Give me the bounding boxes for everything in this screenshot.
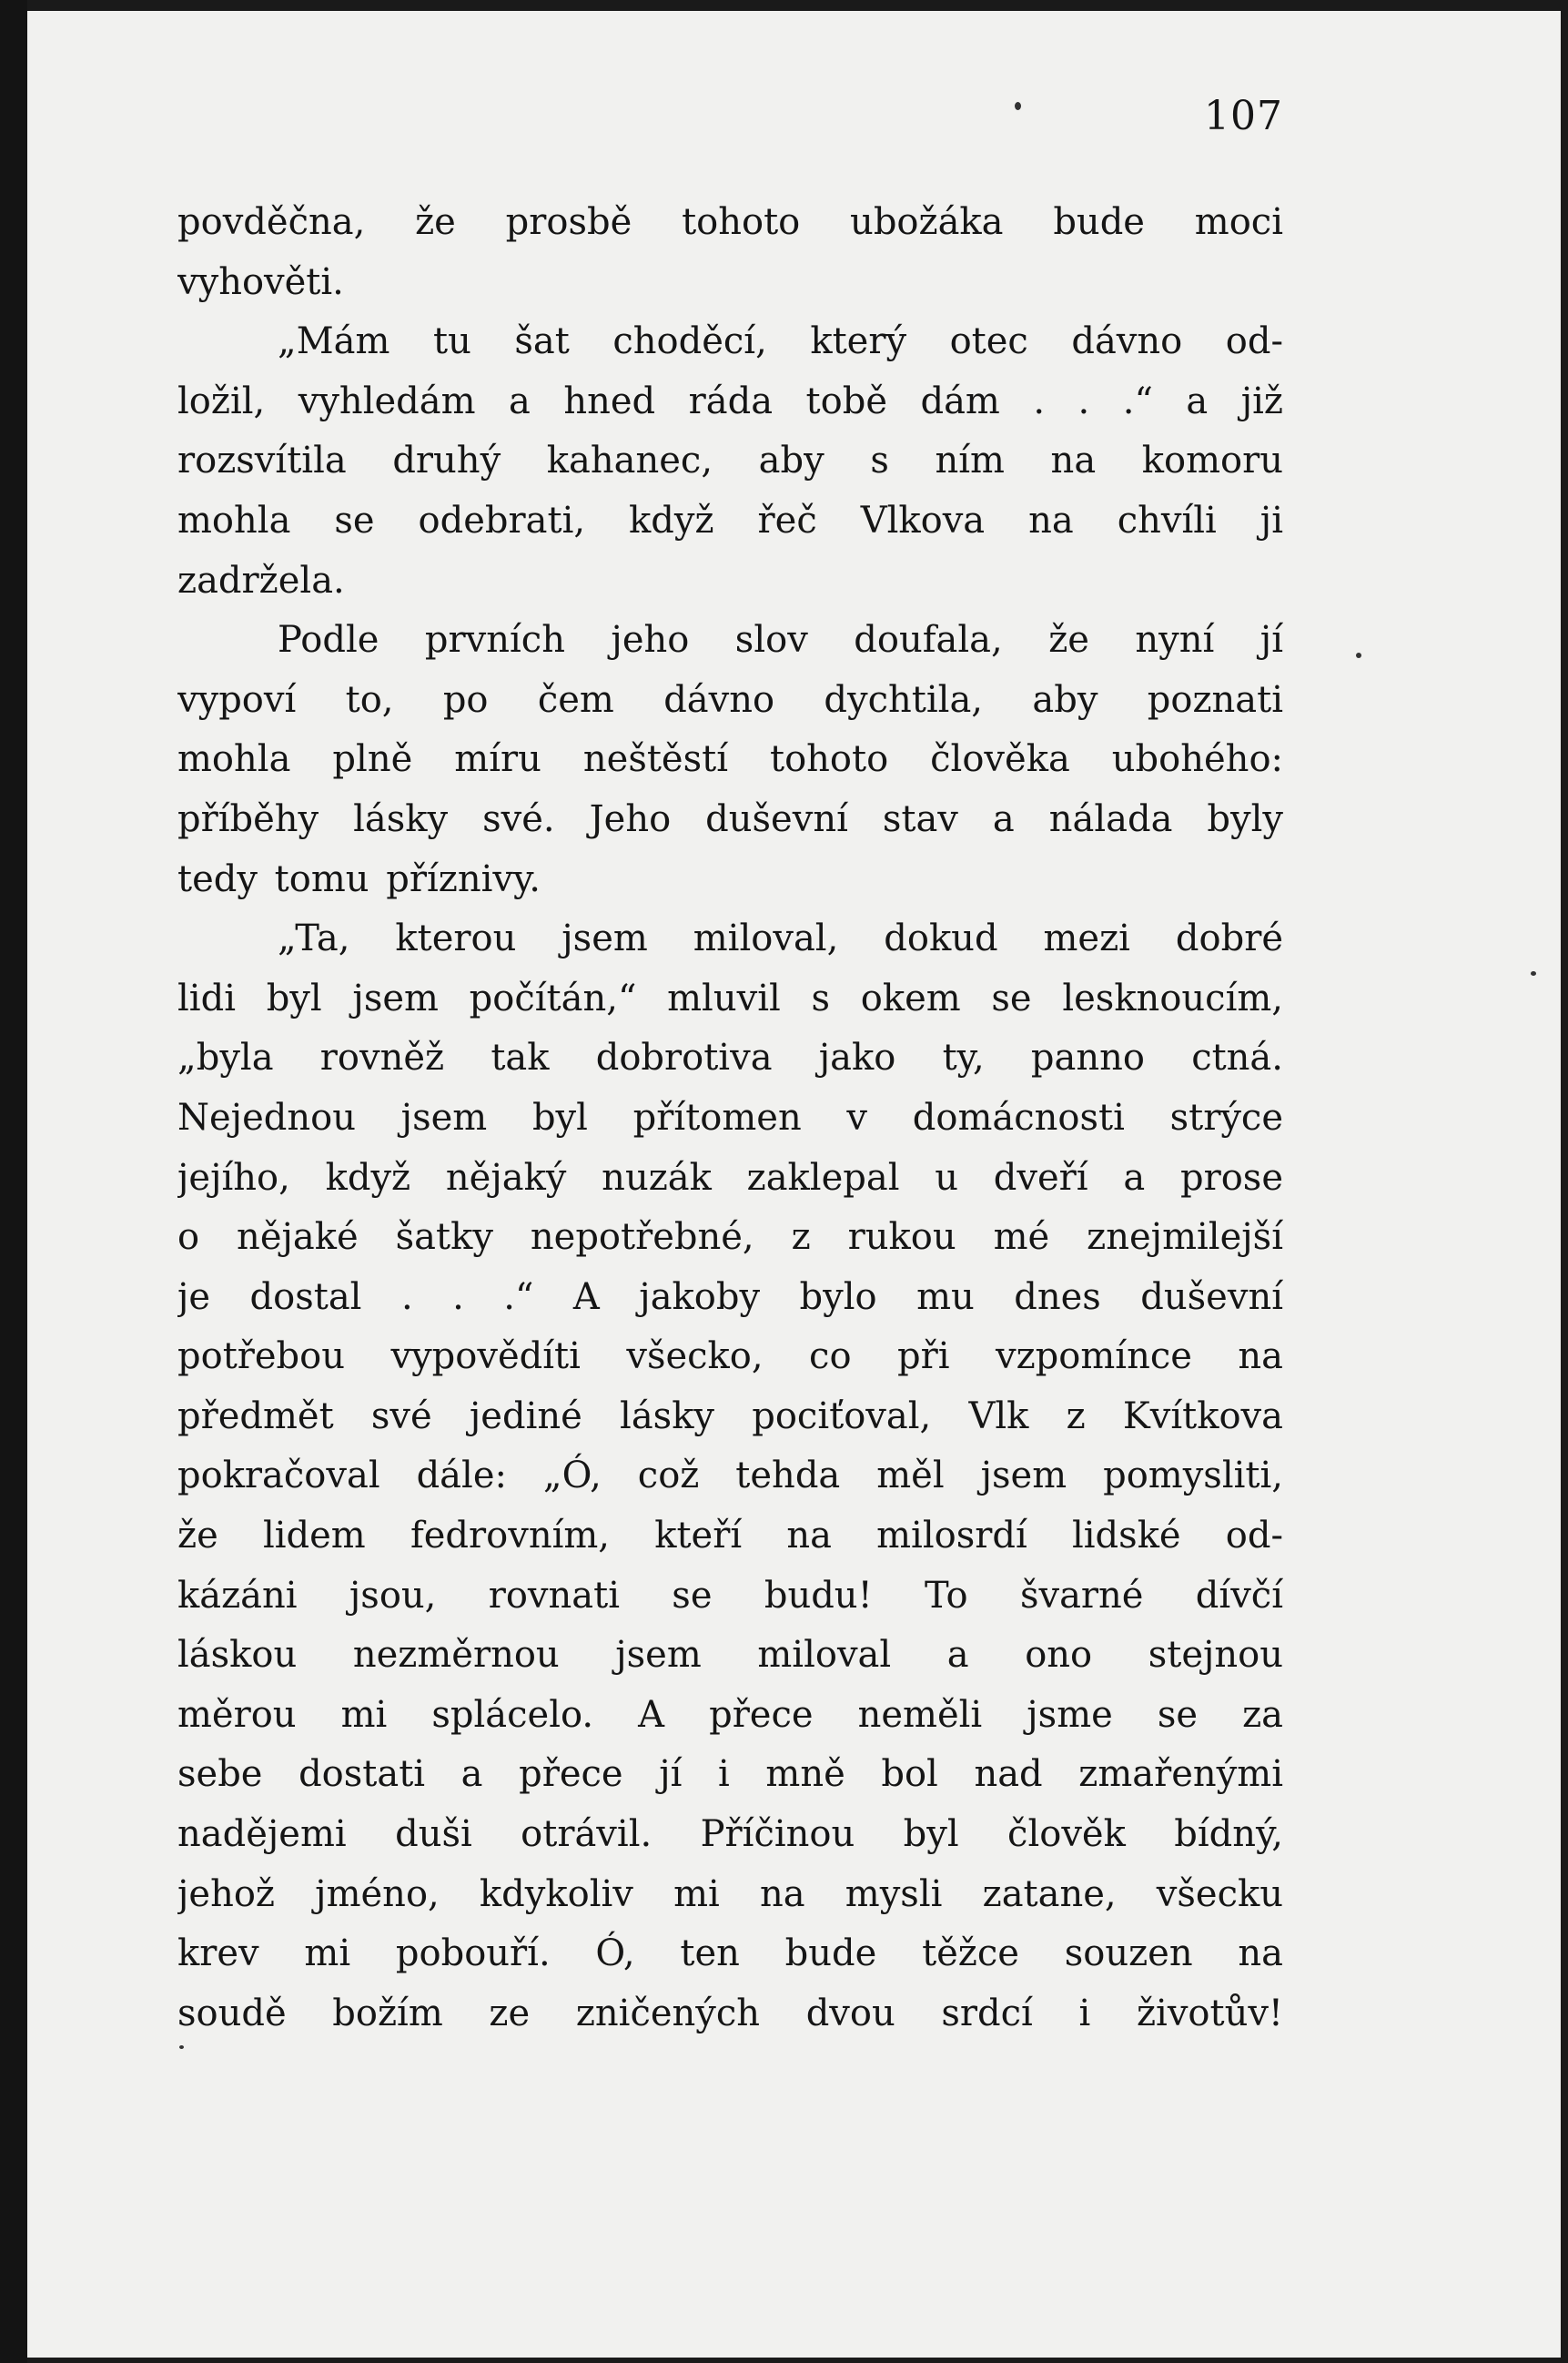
text-line: soudě božím ze zničených dvou srdcí i životův! [177, 1992, 1283, 2034]
text-line: o nějaké šatky nepotřebné, z rukou mé znejmilejší [177, 1216, 1283, 1259]
text-line: tedy tomu příznivy. [177, 857, 541, 900]
ink-speck [179, 2045, 184, 2049]
text-line: příběhy lásky své. Jeho duševní stav a nálada byly [177, 797, 1283, 840]
ink-speck [1531, 971, 1536, 976]
text-line: Podle prvních jeho slov doufala, že nyní jí [278, 619, 1283, 662]
text-line: kázáni jsou, rovnati se budu! To švarné dívčí [177, 1574, 1283, 1617]
text-line: potřebou vypovědíti všecko, co při vzpomínce na [177, 1335, 1283, 1378]
ink-speck [1015, 102, 1021, 110]
text-line: láskou nezměrnou jsem miloval a ono stejnou [177, 1634, 1283, 1677]
text-line: měrou mi splácelo. A přece neměli jsme se za [177, 1693, 1283, 1736]
text-line: vyhověti. [177, 260, 344, 303]
text-line: lidi byl jsem počítán,“ mluvil s okem se lesknoucím, [177, 977, 1283, 1019]
text-line: „Mám tu šat choděcí, který otec dávno od- [278, 320, 1283, 363]
text-line: pokračoval dále: „Ó, což tehda měl jsem pomysliti, [177, 1455, 1283, 1497]
scan-edge [0, 0, 27, 2363]
text-line: rozsvítila druhý kahanec, aby s ním na komoru [177, 440, 1283, 482]
text-line: krev mi pobouří. Ó, ten bude těžce souzen na [177, 1932, 1283, 1975]
text-line: nadějemi duši otrávil. Příčinou byl člověk bídný, [177, 1813, 1283, 1856]
text-line: zadržela. [177, 559, 345, 602]
text-line: povděčna, že prosbě tohoto ubožáka bude moci [177, 201, 1283, 243]
text-line: jehož jméno, kdykoliv mi na mysli zatane, všecku [177, 1872, 1283, 1915]
page-number: 107 [1204, 93, 1283, 139]
text-line: „byla rovněž tak dobrotiva jako ty, panno ctná. [177, 1037, 1283, 1080]
book-page [27, 11, 1561, 2358]
text-line: vypoví to, po čem dávno dychtila, aby poznati [177, 678, 1283, 721]
body-text [177, 193, 1283, 2044]
text-line: sebe dostati a přece jí i mně bol nad zmařenými [177, 1753, 1283, 1796]
ink-speck [1356, 653, 1361, 658]
text-line: jejího, když nějaký nuzák zaklepal u dveří a prose [177, 1156, 1283, 1199]
text-line: mohla se odebrati, když řeč Vlkova na chvíli ji [177, 499, 1283, 542]
text-line: mohla plně míru neštěstí tohoto člověka ubohého: [177, 738, 1283, 781]
text-line: předmět své jediné lásky pociťoval, Vlk z Kvítkova [177, 1394, 1283, 1437]
text-line: je dostal . . .“ A jakoby bylo mu dnes duševní [177, 1275, 1283, 1318]
text-line: ložil, vyhledám a hned ráda tobě dám . . .“ a již [177, 380, 1283, 422]
text-line: že lidem fedrovním, kteří na milosrdí lidské od- [177, 1515, 1283, 1557]
text-line: „Ta, kterou jsem miloval, dokud mezi dobré [278, 918, 1283, 960]
text-line: Nejednou jsem byl přítomen v domácnosti strýce [177, 1096, 1283, 1139]
